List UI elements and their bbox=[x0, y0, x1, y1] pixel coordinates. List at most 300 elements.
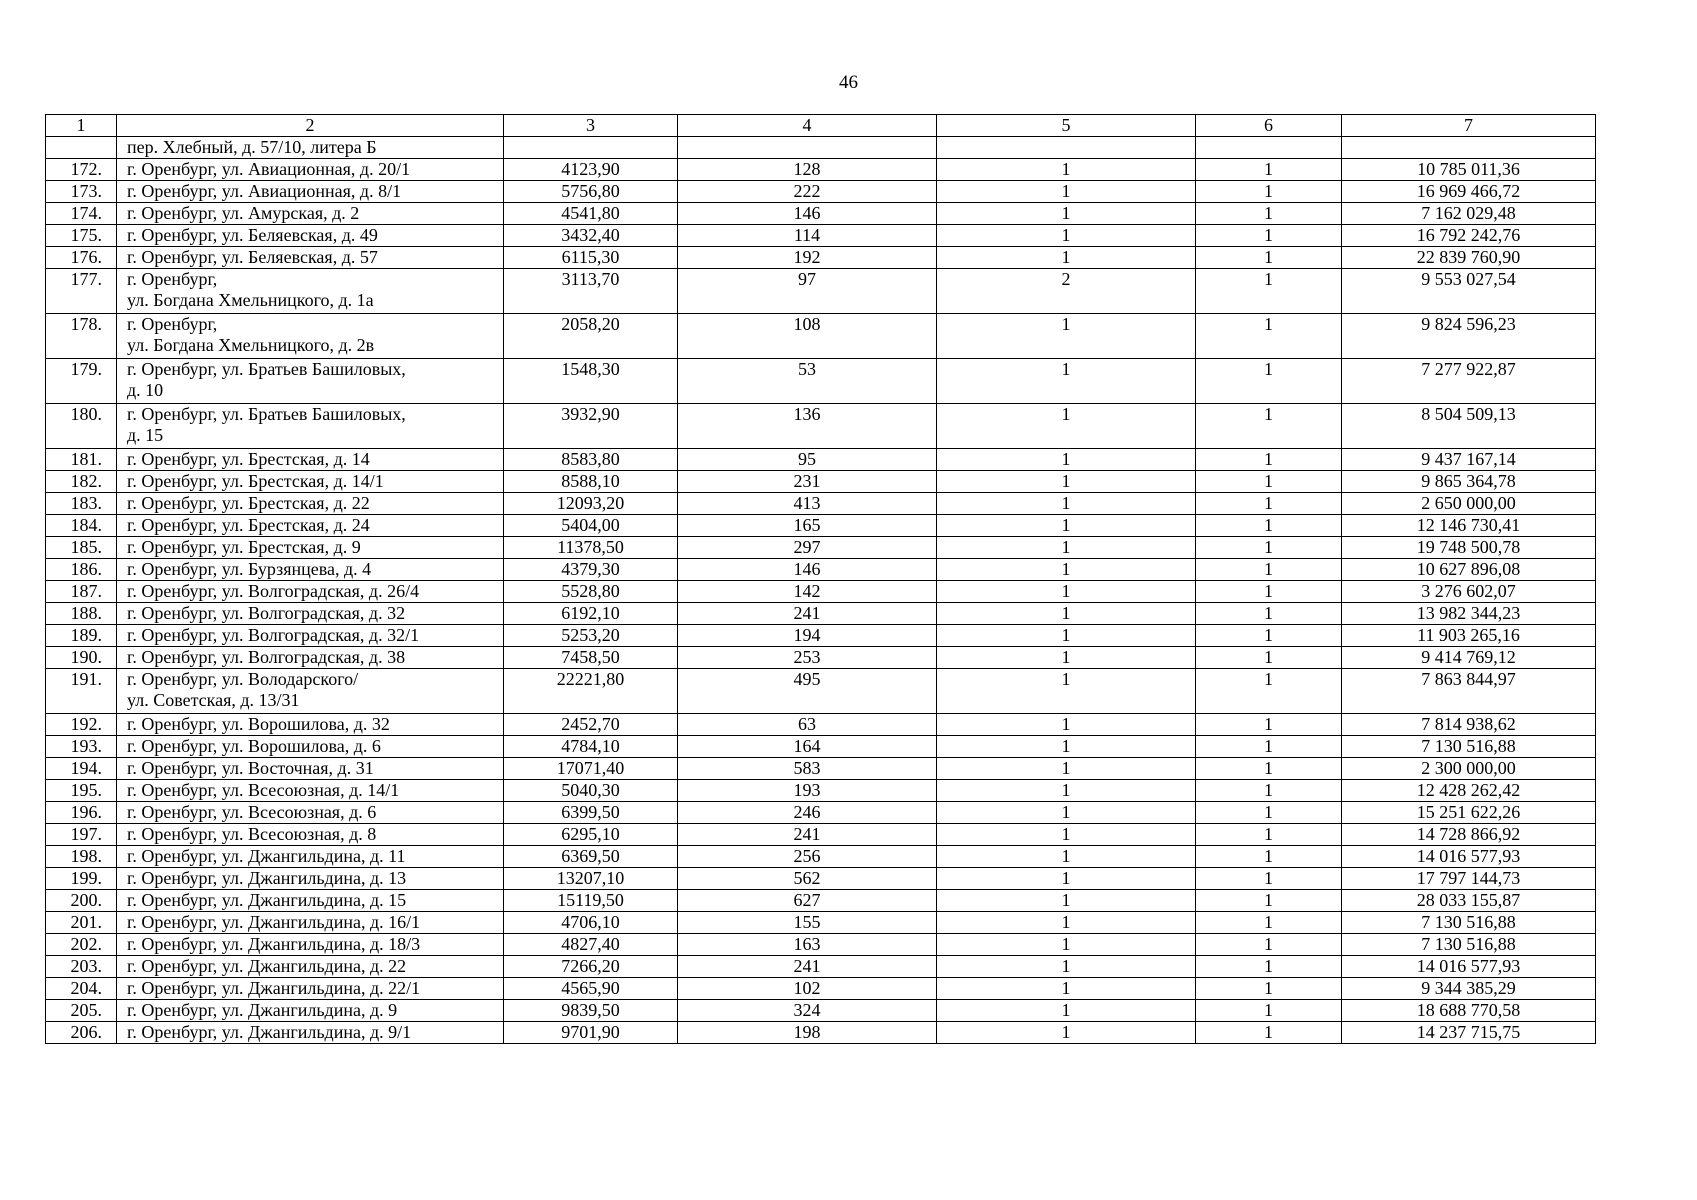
residents-cell: 222 bbox=[678, 181, 937, 203]
table-row bbox=[46, 537, 1596, 559]
column-header: 7 bbox=[1342, 115, 1596, 137]
residents-cell: 108 bbox=[678, 314, 937, 359]
address-cell bbox=[117, 868, 504, 890]
cost-cell: 2 300 000,00 bbox=[1342, 758, 1596, 780]
column-6-cell: 1 bbox=[1196, 846, 1342, 868]
row-number-cell: 174. bbox=[46, 203, 117, 225]
address-line: г. Оренбург, ул. Всесоюзная, д. 14/1 bbox=[127, 780, 400, 800]
address-cell bbox=[117, 824, 504, 846]
row-number-cell: 196. bbox=[46, 802, 117, 824]
row-number-cell: 194. bbox=[46, 758, 117, 780]
cost-cell: 7 863 844,97 bbox=[1342, 669, 1596, 714]
column-5-cell: 2 bbox=[937, 269, 1196, 314]
address-cell bbox=[117, 758, 504, 780]
cost-cell: 7 130 516,88 bbox=[1342, 912, 1596, 934]
residents-cell bbox=[678, 137, 937, 159]
total-area-cell: 3432,40 bbox=[504, 225, 678, 247]
table-row bbox=[46, 1000, 1596, 1022]
row-number-cell: 199. bbox=[46, 868, 117, 890]
table-row bbox=[46, 1022, 1596, 1044]
table-row bbox=[46, 669, 1596, 714]
address-cell bbox=[117, 669, 504, 714]
column-5-cell: 1 bbox=[937, 912, 1196, 934]
residents-cell: 193 bbox=[678, 780, 937, 802]
column-header: 6 bbox=[1196, 115, 1342, 137]
column-6-cell: 1 bbox=[1196, 978, 1342, 1000]
column-6-cell: 1 bbox=[1196, 181, 1342, 203]
address-line: г. Оренбург, bbox=[127, 314, 218, 334]
column-5-cell: 1 bbox=[937, 314, 1196, 359]
column-5-cell: 1 bbox=[937, 669, 1196, 714]
column-6-cell: 1 bbox=[1196, 449, 1342, 471]
column-6-cell: 1 bbox=[1196, 956, 1342, 978]
address-cell bbox=[117, 1022, 504, 1044]
address-cell bbox=[117, 802, 504, 824]
row-number-cell: 182. bbox=[46, 471, 117, 493]
total-area-cell: 4541,80 bbox=[504, 203, 678, 225]
table-row bbox=[46, 890, 1596, 912]
row-number-cell: 203. bbox=[46, 956, 117, 978]
address-line: г. Оренбург, ул. Авиационная, д. 20/1 bbox=[127, 159, 411, 179]
column-5-cell: 1 bbox=[937, 159, 1196, 181]
address-line: г. Оренбург, ул. Братьев Башиловых, bbox=[127, 359, 406, 379]
total-area-cell: 4379,30 bbox=[504, 559, 678, 581]
table-row bbox=[46, 449, 1596, 471]
address-line: г. Оренбург, ул. Волгоградская, д. 26/4 bbox=[127, 581, 420, 601]
total-area-cell: 6399,50 bbox=[504, 802, 678, 824]
row-number-cell: 173. bbox=[46, 181, 117, 203]
total-area-cell: 7458,50 bbox=[504, 647, 678, 669]
total-area-cell: 4827,40 bbox=[504, 934, 678, 956]
address-cell bbox=[117, 559, 504, 581]
address-cell bbox=[117, 603, 504, 625]
row-number-cell: 181. bbox=[46, 449, 117, 471]
total-area-cell: 15119,50 bbox=[504, 890, 678, 912]
address-line: г. Оренбург, ул. Восточная, д. 31 bbox=[127, 758, 374, 778]
total-area-cell: 1548,30 bbox=[504, 359, 678, 404]
table-row bbox=[46, 603, 1596, 625]
column-6-cell: 1 bbox=[1196, 559, 1342, 581]
cost-cell: 16 969 466,72 bbox=[1342, 181, 1596, 203]
row-number-cell: 206. bbox=[46, 1022, 117, 1044]
column-5-cell: 1 bbox=[937, 1000, 1196, 1022]
column-header: 1 bbox=[46, 115, 117, 137]
row-number-cell: 201. bbox=[46, 912, 117, 934]
address-cell bbox=[117, 647, 504, 669]
address-line: г. Оренбург, ул. Беляевская, д. 49 bbox=[127, 225, 378, 245]
address-line: г. Оренбург, ул. Джангильдина, д. 15 bbox=[127, 890, 407, 910]
address-line: г. Оренбург, ул. Амурская, д. 2 bbox=[127, 203, 360, 223]
total-area-cell: 5528,80 bbox=[504, 581, 678, 603]
column-5-cell: 1 bbox=[937, 515, 1196, 537]
cost-cell: 9 414 769,12 bbox=[1342, 647, 1596, 669]
cost-cell: 12 428 262,42 bbox=[1342, 780, 1596, 802]
table-row bbox=[46, 625, 1596, 647]
buildings-table bbox=[45, 114, 1596, 1044]
row-number-cell: 175. bbox=[46, 225, 117, 247]
address-line: г. Оренбург, ул. Брестская, д. 14/1 bbox=[127, 471, 384, 491]
column-5-cell: 1 bbox=[937, 537, 1196, 559]
residents-cell: 63 bbox=[678, 714, 937, 736]
total-area-cell: 5404,00 bbox=[504, 515, 678, 537]
address-cell bbox=[117, 956, 504, 978]
total-area-cell: 22221,80 bbox=[504, 669, 678, 714]
column-6-cell: 1 bbox=[1196, 404, 1342, 449]
cost-cell: 22 839 760,90 bbox=[1342, 247, 1596, 269]
address-line: г. Оренбург, ул. Братьев Башиловых, bbox=[127, 404, 406, 424]
table-row bbox=[46, 868, 1596, 890]
column-6-cell: 1 bbox=[1196, 912, 1342, 934]
total-area-cell: 17071,40 bbox=[504, 758, 678, 780]
row-number-cell: 205. bbox=[46, 1000, 117, 1022]
cost-cell: 9 437 167,14 bbox=[1342, 449, 1596, 471]
address-cell bbox=[117, 581, 504, 603]
address-line: ул. Богдана Хмельницкого, д. 2в bbox=[127, 335, 375, 355]
column-5-cell: 1 bbox=[937, 956, 1196, 978]
total-area-cell: 6192,10 bbox=[504, 603, 678, 625]
address-line: г. Оренбург, ул. Джангильдина, д. 18/3 bbox=[127, 934, 421, 954]
row-number-cell: 185. bbox=[46, 537, 117, 559]
row-number-cell: 190. bbox=[46, 647, 117, 669]
cost-cell: 7 277 922,87 bbox=[1342, 359, 1596, 404]
column-6-cell: 1 bbox=[1196, 471, 1342, 493]
residents-cell: 146 bbox=[678, 203, 937, 225]
total-area-cell: 3113,70 bbox=[504, 269, 678, 314]
address-line: г. Оренбург, ул. Всесоюзная, д. 8 bbox=[127, 824, 377, 844]
residents-cell: 253 bbox=[678, 647, 937, 669]
cost-cell: 15 251 622,26 bbox=[1342, 802, 1596, 824]
address-line: г. Оренбург, ул. Джангильдина, д. 9/1 bbox=[127, 1022, 412, 1042]
cost-cell: 9 553 027,54 bbox=[1342, 269, 1596, 314]
column-5-cell: 1 bbox=[937, 203, 1196, 225]
cost-cell: 9 344 385,29 bbox=[1342, 978, 1596, 1000]
total-area-cell: 3932,90 bbox=[504, 404, 678, 449]
column-6-cell: 1 bbox=[1196, 758, 1342, 780]
row-number-cell: 189. bbox=[46, 625, 117, 647]
address-cell: пер. Хлебный, д. 57/10, литера Б bbox=[117, 137, 504, 159]
address-line: г. Оренбург, ул. Брестская, д. 22 bbox=[127, 493, 370, 513]
address-line: г. Оренбург, ул. Волгоградская, д. 32/1 bbox=[127, 625, 420, 645]
address-cell bbox=[117, 934, 504, 956]
residents-cell: 163 bbox=[678, 934, 937, 956]
cost-cell: 8 504 509,13 bbox=[1342, 404, 1596, 449]
row-number-cell: 195. bbox=[46, 780, 117, 802]
cost-cell: 14 016 577,93 bbox=[1342, 956, 1596, 978]
column-6-cell: 1 bbox=[1196, 159, 1342, 181]
table-row bbox=[46, 203, 1596, 225]
residents-cell: 128 bbox=[678, 159, 937, 181]
column-6-cell: 1 bbox=[1196, 247, 1342, 269]
column-5-cell: 1 bbox=[937, 714, 1196, 736]
row-number-cell: 176. bbox=[46, 247, 117, 269]
total-area-cell: 5040,30 bbox=[504, 780, 678, 802]
column-5-cell: 1 bbox=[937, 846, 1196, 868]
residents-cell: 192 bbox=[678, 247, 937, 269]
address-cell bbox=[117, 471, 504, 493]
row-number-cell: 186. bbox=[46, 559, 117, 581]
address-line: г. Оренбург, ул. Брестская, д. 24 bbox=[127, 515, 370, 535]
table-row bbox=[46, 404, 1596, 449]
residents-cell: 495 bbox=[678, 669, 937, 714]
table-row bbox=[46, 493, 1596, 515]
total-area-cell: 7266,20 bbox=[504, 956, 678, 978]
cost-cell: 7 130 516,88 bbox=[1342, 934, 1596, 956]
total-area-cell: 2058,20 bbox=[504, 314, 678, 359]
column-number-row bbox=[46, 115, 1596, 137]
address-cell bbox=[117, 493, 504, 515]
address-cell bbox=[117, 714, 504, 736]
residents-cell: 297 bbox=[678, 537, 937, 559]
address-line: г. Оренбург, bbox=[127, 269, 218, 289]
residents-cell: 136 bbox=[678, 404, 937, 449]
address-line: г. Оренбург, ул. Джангильдина, д. 11 bbox=[127, 846, 406, 866]
column-6-cell: 1 bbox=[1196, 714, 1342, 736]
column-6-cell: 1 bbox=[1196, 269, 1342, 314]
table-row bbox=[46, 824, 1596, 846]
column-6-cell: 1 bbox=[1196, 581, 1342, 603]
column-6-cell: 1 bbox=[1196, 314, 1342, 359]
residents-cell: 165 bbox=[678, 515, 937, 537]
cost-cell: 14 016 577,93 bbox=[1342, 846, 1596, 868]
cost-cell: 10 785 011,36 bbox=[1342, 159, 1596, 181]
column-6-cell: 1 bbox=[1196, 669, 1342, 714]
row-number-cell: 197. bbox=[46, 824, 117, 846]
column-5-cell: 1 bbox=[937, 559, 1196, 581]
address-line: г. Оренбург, ул. Джангильдина, д. 22/1 bbox=[127, 978, 421, 998]
residents-cell: 164 bbox=[678, 736, 937, 758]
column-6-cell: 1 bbox=[1196, 203, 1342, 225]
column-6-cell: 1 bbox=[1196, 493, 1342, 515]
column-5-cell: 1 bbox=[937, 603, 1196, 625]
cost-cell: 14 237 715,75 bbox=[1342, 1022, 1596, 1044]
address-line: г. Оренбург, ул. Брестская, д. 9 bbox=[127, 537, 361, 557]
table-row bbox=[46, 247, 1596, 269]
residents-cell: 194 bbox=[678, 625, 937, 647]
cost-cell: 13 982 344,23 bbox=[1342, 603, 1596, 625]
cost-cell: 28 033 155,87 bbox=[1342, 890, 1596, 912]
residents-cell: 142 bbox=[678, 581, 937, 603]
column-5-cell: 1 bbox=[937, 359, 1196, 404]
address-cell bbox=[117, 247, 504, 269]
column-5-cell: 1 bbox=[937, 471, 1196, 493]
address-line: г. Оренбург, ул. Джангильдина, д. 16/1 bbox=[127, 912, 421, 932]
column-5-cell: 1 bbox=[937, 780, 1196, 802]
cost-cell: 3 276 602,07 bbox=[1342, 581, 1596, 603]
residents-cell: 627 bbox=[678, 890, 937, 912]
column-6-cell: 1 bbox=[1196, 824, 1342, 846]
row-number-cell: 179. bbox=[46, 359, 117, 404]
column-header: 2 bbox=[117, 115, 504, 137]
row-number-cell: 177. bbox=[46, 269, 117, 314]
total-area-cell: 6369,50 bbox=[504, 846, 678, 868]
address-cell bbox=[117, 225, 504, 247]
total-area-cell: 8588,10 bbox=[504, 471, 678, 493]
column-5-cell: 1 bbox=[937, 581, 1196, 603]
column-5-cell: 1 bbox=[937, 758, 1196, 780]
column-6-cell: 1 bbox=[1196, 625, 1342, 647]
column-5-cell: 1 bbox=[937, 934, 1196, 956]
total-area-cell: 9701,90 bbox=[504, 1022, 678, 1044]
address-cell bbox=[117, 269, 504, 314]
residents-cell: 583 bbox=[678, 758, 937, 780]
column-5-cell: 1 bbox=[937, 449, 1196, 471]
table-row bbox=[46, 181, 1596, 203]
row-number-cell: 193. bbox=[46, 736, 117, 758]
total-area-cell: 6295,10 bbox=[504, 824, 678, 846]
table-row bbox=[46, 225, 1596, 247]
table-row bbox=[46, 714, 1596, 736]
address-cell bbox=[117, 890, 504, 912]
total-area-cell: 11378,50 bbox=[504, 537, 678, 559]
cost-cell: 7 814 938,62 bbox=[1342, 714, 1596, 736]
table-row bbox=[46, 581, 1596, 603]
residents-cell: 198 bbox=[678, 1022, 937, 1044]
address-line: г. Оренбург, ул. Брестская, д. 14 bbox=[127, 449, 370, 469]
column-5-cell: 1 bbox=[937, 404, 1196, 449]
residents-cell: 246 bbox=[678, 802, 937, 824]
column-6-cell: 1 bbox=[1196, 1022, 1342, 1044]
row-number-cell: 200. bbox=[46, 890, 117, 912]
residents-cell: 146 bbox=[678, 559, 937, 581]
residents-cell: 241 bbox=[678, 603, 937, 625]
row-number-cell: 178. bbox=[46, 314, 117, 359]
residents-cell: 114 bbox=[678, 225, 937, 247]
row-number-cell: 198. bbox=[46, 846, 117, 868]
address-line: г. Оренбург, ул. Джангильдина, д. 9 bbox=[127, 1000, 398, 1020]
address-cell bbox=[117, 404, 504, 449]
table-row bbox=[46, 802, 1596, 824]
column-5-cell: 1 bbox=[937, 225, 1196, 247]
address-line: г. Оренбург, ул. Волгоградская, д. 32 bbox=[127, 603, 406, 623]
column-6-cell: 1 bbox=[1196, 515, 1342, 537]
cost-cell bbox=[1342, 137, 1596, 159]
table-row bbox=[46, 912, 1596, 934]
residents-cell: 155 bbox=[678, 912, 937, 934]
cost-cell: 12 146 730,41 bbox=[1342, 515, 1596, 537]
address-line: д. 15 bbox=[127, 425, 164, 445]
column-5-cell: 1 bbox=[937, 247, 1196, 269]
total-area-cell: 5253,20 bbox=[504, 625, 678, 647]
residents-cell: 95 bbox=[678, 449, 937, 471]
address-line: ул. Богдана Хмельницкого, д. 1а bbox=[127, 290, 374, 310]
address-cell bbox=[117, 359, 504, 404]
cost-cell: 9 824 596,23 bbox=[1342, 314, 1596, 359]
total-area-cell: 12093,20 bbox=[504, 493, 678, 515]
total-area-cell: 4784,10 bbox=[504, 736, 678, 758]
total-area-cell: 4706,10 bbox=[504, 912, 678, 934]
address-cell bbox=[117, 1000, 504, 1022]
residents-cell: 413 bbox=[678, 493, 937, 515]
column-5-cell: 1 bbox=[937, 736, 1196, 758]
column-header: 4 bbox=[678, 115, 937, 137]
column-6-cell: 1 bbox=[1196, 780, 1342, 802]
address-cell bbox=[117, 736, 504, 758]
column-5-cell: 1 bbox=[937, 181, 1196, 203]
total-area-cell: 8583,80 bbox=[504, 449, 678, 471]
row-number-cell: 184. bbox=[46, 515, 117, 537]
address-line: г. Оренбург, ул. Бурзянцева, д. 4 bbox=[127, 559, 372, 579]
address-cell bbox=[117, 449, 504, 471]
column-5-cell: 1 bbox=[937, 802, 1196, 824]
column-6-cell: 1 bbox=[1196, 537, 1342, 559]
cost-cell: 11 903 265,16 bbox=[1342, 625, 1596, 647]
address-cell bbox=[117, 780, 504, 802]
column-6-cell: 1 bbox=[1196, 736, 1342, 758]
total-area-cell: 4565,90 bbox=[504, 978, 678, 1000]
address-cell bbox=[117, 203, 504, 225]
column-6-cell: 1 bbox=[1196, 868, 1342, 890]
residents-cell: 241 bbox=[678, 824, 937, 846]
table-row bbox=[46, 269, 1596, 314]
address-line: г. Оренбург, ул. Ворошилова, д. 32 bbox=[127, 714, 390, 734]
column-5-cell: 1 bbox=[937, 890, 1196, 912]
row-number-cell: 183. bbox=[46, 493, 117, 515]
column-6-cell: 1 bbox=[1196, 647, 1342, 669]
address-line: г. Оренбург, ул. Ворошилова, д. 6 bbox=[127, 736, 381, 756]
row-number-cell: 188. bbox=[46, 603, 117, 625]
row-number-cell: 187. bbox=[46, 581, 117, 603]
row-number-cell: 192. bbox=[46, 714, 117, 736]
continuation-row bbox=[46, 137, 1596, 159]
residents-cell: 102 bbox=[678, 978, 937, 1000]
cost-cell: 9 865 364,78 bbox=[1342, 471, 1596, 493]
table-row bbox=[46, 956, 1596, 978]
table-row bbox=[46, 515, 1596, 537]
address-line: г. Оренбург, ул. Волгоградская, д. 38 bbox=[127, 647, 406, 667]
row-number-cell bbox=[46, 137, 117, 159]
column-header: 3 bbox=[504, 115, 678, 137]
cost-cell: 18 688 770,58 bbox=[1342, 1000, 1596, 1022]
cost-cell: 14 728 866,92 bbox=[1342, 824, 1596, 846]
table-row bbox=[46, 934, 1596, 956]
total-area-cell: 5756,80 bbox=[504, 181, 678, 203]
row-number-cell: 172. bbox=[46, 159, 117, 181]
address-cell bbox=[117, 181, 504, 203]
address-line: д. 10 bbox=[127, 380, 164, 400]
column-header: 5 bbox=[937, 115, 1196, 137]
table-row bbox=[46, 559, 1596, 581]
table-row bbox=[46, 758, 1596, 780]
column-6-cell bbox=[1196, 137, 1342, 159]
total-area-cell bbox=[504, 137, 678, 159]
total-area-cell: 13207,10 bbox=[504, 868, 678, 890]
residents-cell: 231 bbox=[678, 471, 937, 493]
address-cell bbox=[117, 912, 504, 934]
column-6-cell: 1 bbox=[1196, 802, 1342, 824]
column-5-cell: 1 bbox=[937, 824, 1196, 846]
address-line: г. Оренбург, ул. Джангильдина, д. 22 bbox=[127, 956, 407, 976]
cost-cell: 7 130 516,88 bbox=[1342, 736, 1596, 758]
total-area-cell: 4123,90 bbox=[504, 159, 678, 181]
row-number-cell: 202. bbox=[46, 934, 117, 956]
table-row bbox=[46, 471, 1596, 493]
column-5-cell: 1 bbox=[937, 647, 1196, 669]
table-row bbox=[46, 846, 1596, 868]
address-line: г. Оренбург, ул. Джангильдина, д. 13 bbox=[127, 868, 407, 888]
residents-cell: 562 bbox=[678, 868, 937, 890]
cost-cell: 10 627 896,08 bbox=[1342, 559, 1596, 581]
row-number-cell: 180. bbox=[46, 404, 117, 449]
column-5-cell: 1 bbox=[937, 493, 1196, 515]
residents-cell: 256 bbox=[678, 846, 937, 868]
address-line: г. Оренбург, ул. Всесоюзная, д. 6 bbox=[127, 802, 377, 822]
cost-cell: 19 748 500,78 bbox=[1342, 537, 1596, 559]
address-cell bbox=[117, 978, 504, 1000]
residents-cell: 241 bbox=[678, 956, 937, 978]
column-6-cell: 1 bbox=[1196, 603, 1342, 625]
total-area-cell: 9839,50 bbox=[504, 1000, 678, 1022]
address-line: ул. Советская, д. 13/31 bbox=[127, 690, 300, 710]
